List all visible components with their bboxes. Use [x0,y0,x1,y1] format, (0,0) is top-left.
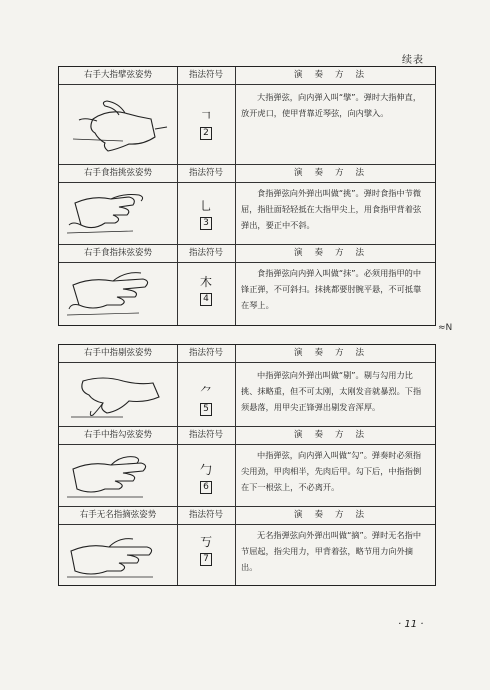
hand-illustration [63,527,173,581]
fingering-table-1 [58,66,436,326]
table-header-row [59,507,435,525]
method-text: 食指弹弦向内弹入叫做“抹”。必须用指甲的中锋正弹，不可斜扫。抹挑都要肘腕平悬，不可抵靠在琴上。 [241,268,422,310]
table-header-row [59,427,435,445]
symbol-number: 7 [200,553,212,566]
fingering-table-2 [58,344,436,586]
hand-illustration [63,447,173,503]
symbol-cell [177,461,235,494]
table-header-row [59,165,435,183]
symbol-cell [177,533,235,566]
finger-symbol: 𠃍 [199,109,212,123]
method-header: 演奏方法 [293,430,376,440]
hand-illustration [63,89,173,157]
method-text: 中指弹弦，向内弹入叫做“勾”。弹奏时必须指尖用劲，甲肉相半，先肉后甲。勾下后，中指指倒在下一根弦上，不必离开。 [241,450,422,492]
symbol-number: 6 [200,481,212,494]
symbol-header: 指法符号 [188,248,223,258]
method-text: 食指弹弦向外弹出叫做“挑”。弹时食指中节微屈，指肚面轻轻抵在大指甲尖上，用食指甲背着弦弹出，要正中不斜。 [241,188,422,230]
symbol-number: 3 [200,217,212,230]
continued-label: 续表 [402,55,424,66]
finger-symbol: ⺈ [199,385,212,399]
method-header: 演奏方法 [293,510,376,520]
posture-header: 右手无名指摘弦姿势 [79,510,157,520]
table-header-row [59,67,435,85]
finger-symbol: 木 [199,275,212,289]
symbol-header: 指法符号 [188,348,223,358]
table-header-row [59,245,435,263]
posture-header: 右手中指勾弦姿势 [83,430,152,440]
method-header: 演奏方法 [293,70,376,80]
symbol-cell [177,107,235,140]
symbol-header: 指法符号 [188,70,223,80]
method-text: 大指弹弦，向内弹入叫“擘”。弹时大指伸直，放开虎口，使甲背靠近琴弦，向内擘入。 [241,92,422,118]
method-header: 演奏方法 [293,168,376,178]
symbol-number: 2 [200,127,212,140]
table-header-row [59,345,435,363]
symbol-number: 4 [200,293,212,306]
symbol-cell [177,383,235,416]
page-number: · 11 · [398,619,424,630]
posture-header: 右手中指剔弦姿势 [83,348,152,358]
posture-header: 右手食指挑弦姿势 [83,168,152,178]
finger-symbol: 丂 [199,535,212,549]
method-header: 演奏方法 [293,348,376,358]
posture-header: 右手食指抹弦姿势 [83,248,152,258]
symbol-header: 指法符号 [188,510,223,520]
method-text: 中指弹弦向外弹出叫做“剔”。剔与勾用力比挑、抹略重，但不可太刚，太刚发音就暴烈。下指须悬落，用甲尖正锋弹出剔发音浑厚。 [241,370,422,412]
finger-symbol: 勹 [199,463,212,477]
method-text: 无名指弹弦向外弹出叫做“摘”。弹时无名指中节屈起，指尖用力，甲背着弦，略节用力向外摘出。 [241,530,422,572]
finger-symbol: 乚 [199,199,212,213]
hand-illustration [63,185,173,243]
symbol-number: 5 [200,403,212,416]
hand-illustration [63,367,173,421]
page-margin-mark: ≈N [438,323,453,333]
hand-illustration [63,265,173,321]
symbol-cell [177,273,235,306]
posture-header: 右手大指擘弦姿势 [83,70,152,80]
method-header: 演奏方法 [293,248,376,258]
symbol-header: 指法符号 [188,430,223,440]
symbol-header: 指法符号 [188,168,223,178]
symbol-cell [177,197,235,230]
